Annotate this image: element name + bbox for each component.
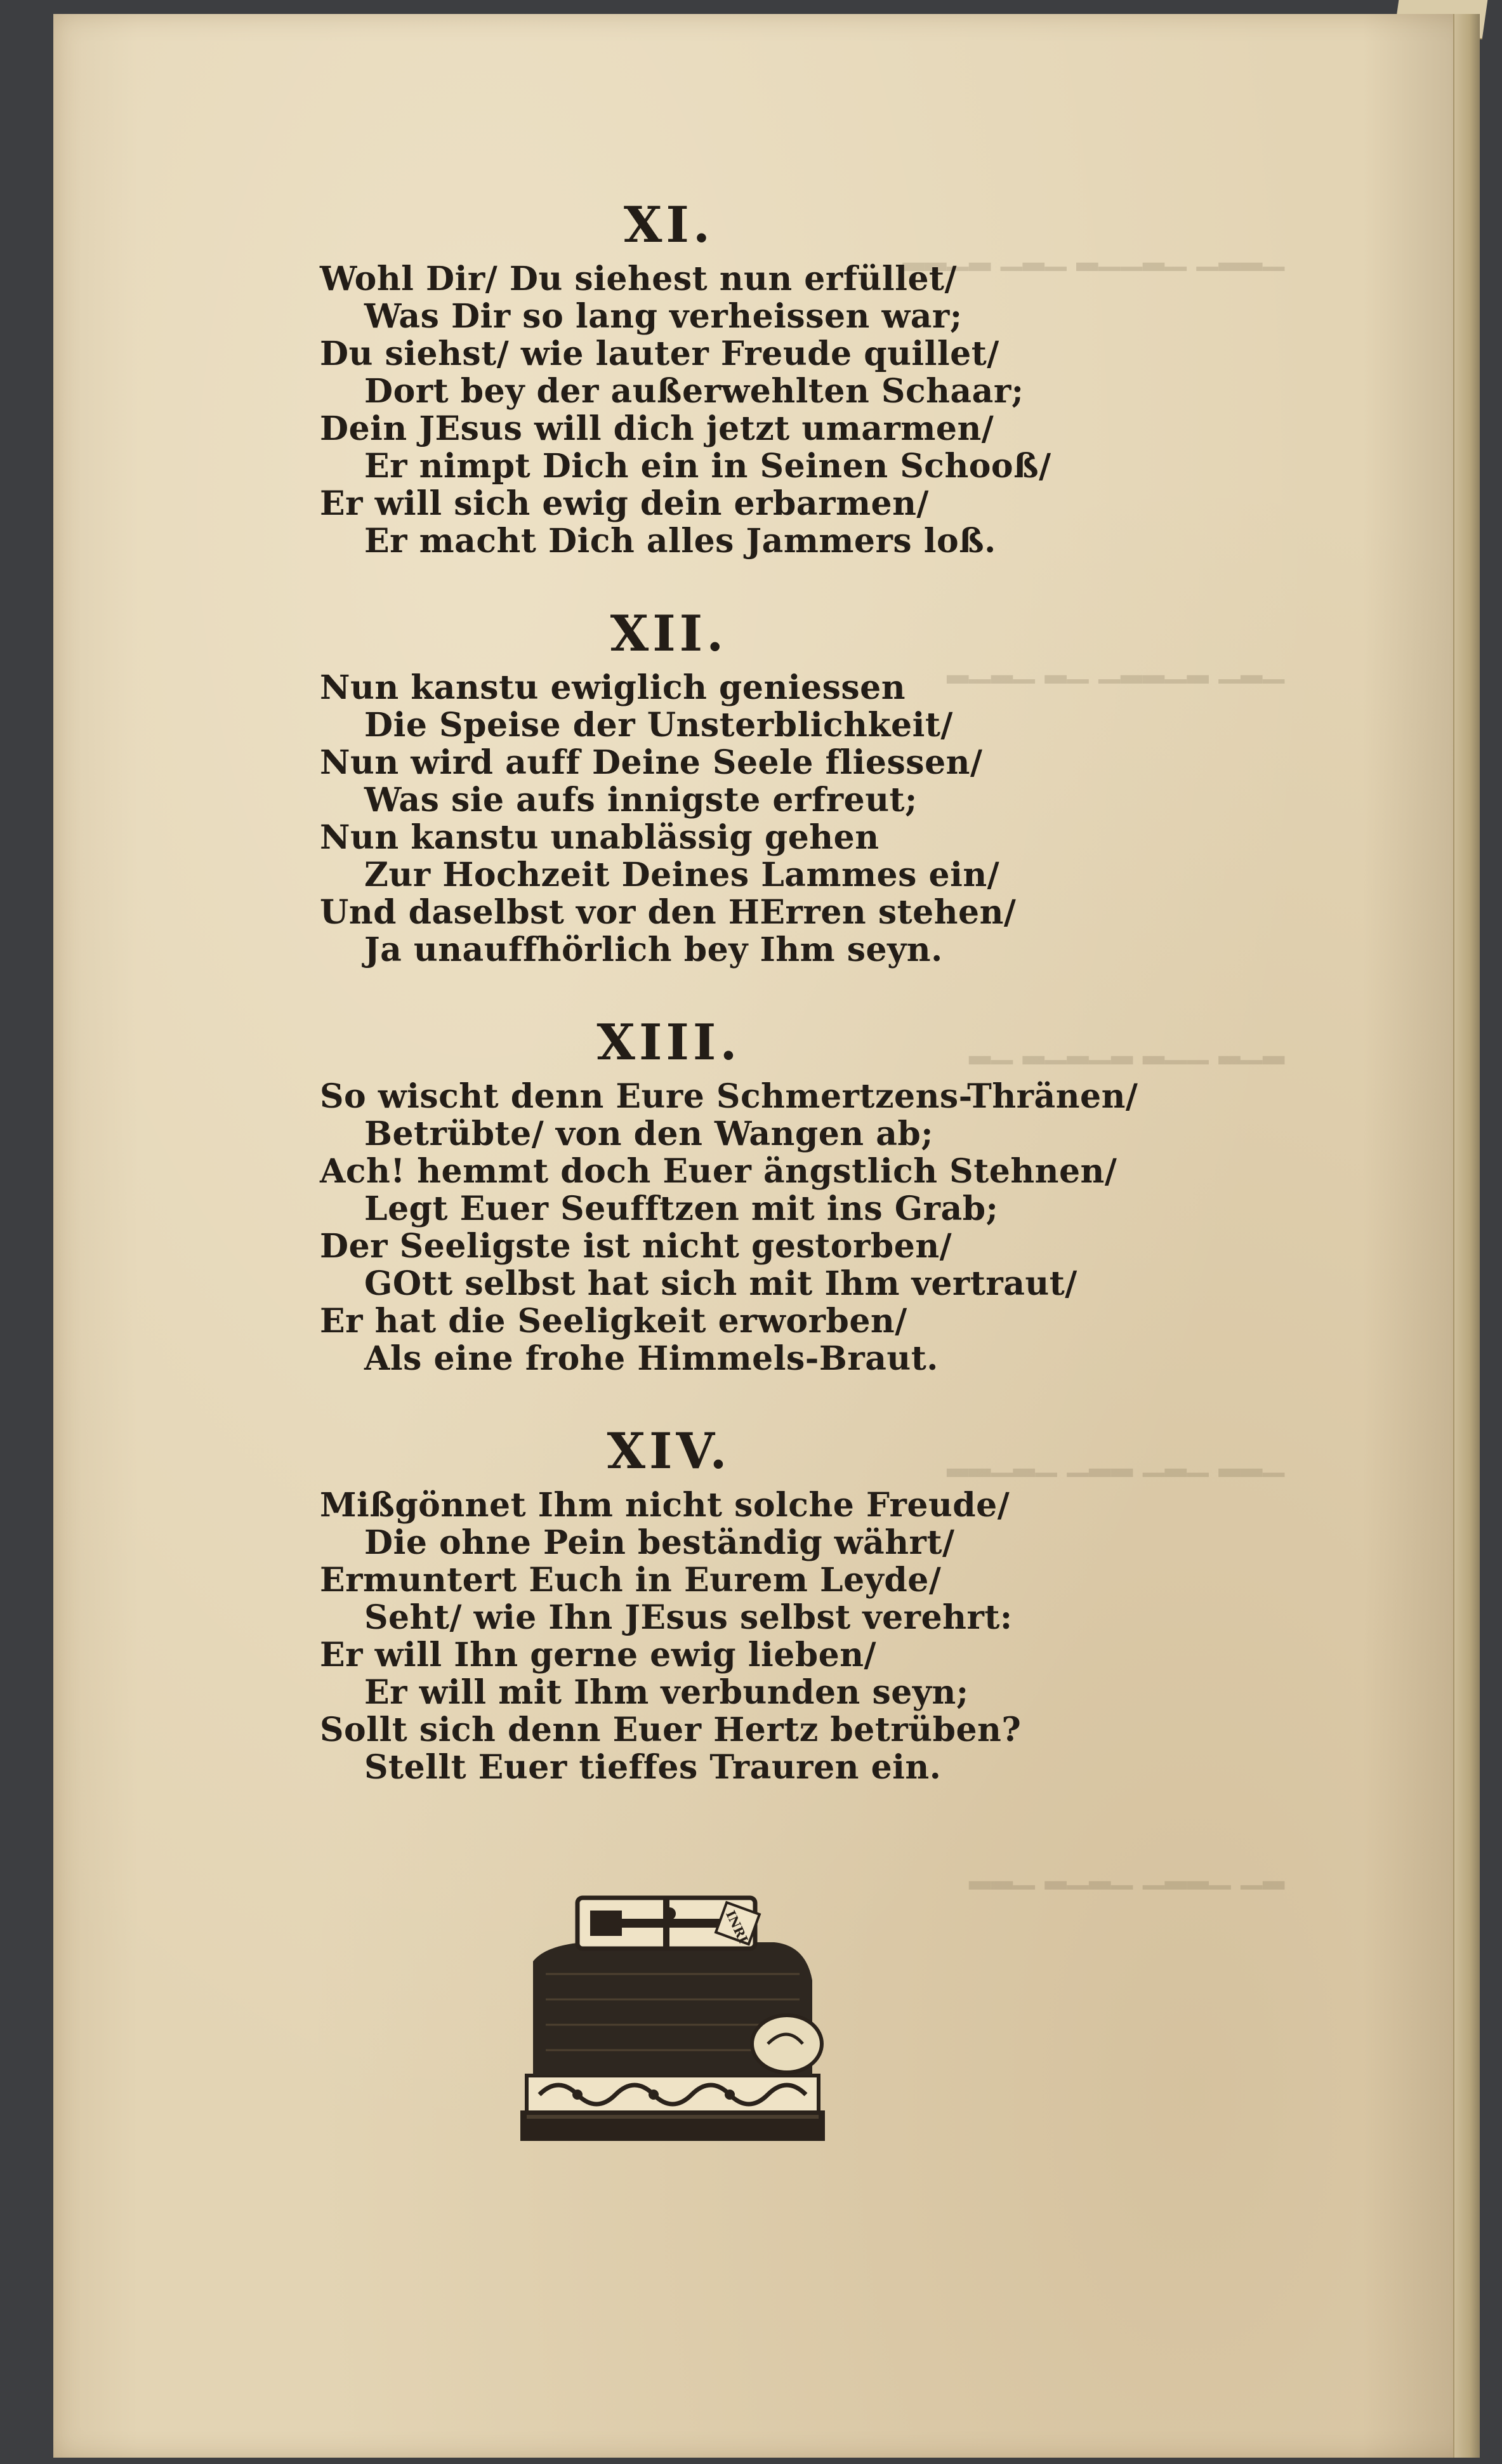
verse-line: Er will sich ewig dein erbarmen/ xyxy=(320,484,929,523)
stanza xyxy=(320,190,1170,560)
verse-line: Dein JEsus will dich jetzt umarmen/ xyxy=(320,409,994,448)
verse-line: Du siehst/ wie lauter Freude quillet/ xyxy=(320,334,999,373)
show-through-texture: ▂▁ ▁▂▂▁ ▁▂▁▂ ▁▂▂ xyxy=(968,1857,1284,1890)
verse-line: GOtt selbst hat sich mit Ihm vertraut/ xyxy=(364,1264,1077,1303)
verse-line: Wohl Dir/ Du siehest nun erfüllet/ xyxy=(320,260,958,298)
verse-line: Und daselbst vor den HErren stehen/ xyxy=(320,893,1017,932)
verse-line: Mißgönnet Ihm nicht solche Freude/ xyxy=(320,1486,1010,1525)
verse-line: Er will mit Ihm verbunden seyn; xyxy=(364,1673,969,1712)
verse-line: Die ohne Pein beständig währt/ xyxy=(364,1523,955,1562)
verse-line: Dort bey der außerwehlten Schaar; xyxy=(364,372,1024,411)
inri-inscription: INRI xyxy=(723,1908,751,1946)
stanza-number: XI. xyxy=(623,196,715,254)
verse-line: Nun wird auff Deine Seele fliessen/ xyxy=(320,743,983,782)
verse-line: Er nimpt Dich ein in Seinen Schooß/ xyxy=(364,447,1051,486)
verse-line: Der Seeligste ist nicht gestorben/ xyxy=(320,1227,952,1266)
show-through-texture: ▂▁▂ ▁▁▂ ▂▁▂▁▂ ▁▂ xyxy=(968,1032,1284,1064)
page-edge xyxy=(1453,14,1480,2458)
verse-line: Sollt sich denn Euer Hertz betrüben? xyxy=(320,1711,1022,1749)
verse-line: Ja unauffhörlich bey Ihm seyn. xyxy=(364,931,943,969)
stanza-number: XIV. xyxy=(607,1422,731,1480)
show-through-texture: ▁▂▁ ▂▁▂▂▁ ▁▂ ▁▂▁▂ xyxy=(946,651,1284,684)
verse-line: Was Dir so lang verheissen war; xyxy=(364,297,963,336)
verse-line: So wischt denn Eure Schmertzens-Thränen/ xyxy=(320,1077,1138,1116)
show-through-texture: ▁▂▂▁ ▁▂▁▁▂ ▁▂▁ ▂▁▂▂ xyxy=(902,239,1284,271)
poem-text xyxy=(320,190,1170,1786)
stanza xyxy=(320,1417,1170,1786)
verse-line: Seht/ wie Ihn JEsus selbst verehrt: xyxy=(364,1598,1013,1637)
verse-line: Legt Euer Seufftzen mit ins Grab; xyxy=(364,1189,999,1228)
coffin-crucifix-woodcut-icon xyxy=(508,1885,838,2152)
verse-line: Betrübte/ von den Wangen ab; xyxy=(364,1115,933,1153)
stanza-number: XIII. xyxy=(596,1014,741,1071)
verse-line: Was sie aufs innigste erfreut; xyxy=(364,781,918,819)
verse-line: Er will Ihn gerne ewig lieben/ xyxy=(320,1636,877,1674)
show-through-texture: ▁▂▂ ▁▂▁ ▂▂▁ ▁▂▁▂▂ xyxy=(946,1445,1284,1477)
verse-line: Zur Hochzeit Deines Lammes ein/ xyxy=(364,856,1000,894)
stanza xyxy=(320,599,1170,969)
verse-line: Die Speise der Unsterblichkeit/ xyxy=(364,706,953,745)
stanza xyxy=(320,1008,1170,1377)
stanza-number: XII. xyxy=(610,605,728,663)
verse-line: Als eine frohe Himmels-Braut. xyxy=(364,1339,939,1378)
verse-line: Ach! hemmt doch Euer ängstlich Stehnen/ xyxy=(320,1152,1117,1191)
verse-line: Stellt Euer tieffes Trauren ein. xyxy=(364,1748,942,1787)
verse-line: Er hat die Seeligkeit erworben/ xyxy=(320,1302,907,1341)
verse-line: Nun kanstu ewiglich geniessen xyxy=(320,668,906,707)
verse-line: Nun kanstu unablässig gehen xyxy=(320,818,879,857)
verse-line: Ermuntert Euch in Eurem Leyde/ xyxy=(320,1561,942,1600)
verse-line: Er macht Dich alles Jammers loß. xyxy=(364,522,996,560)
